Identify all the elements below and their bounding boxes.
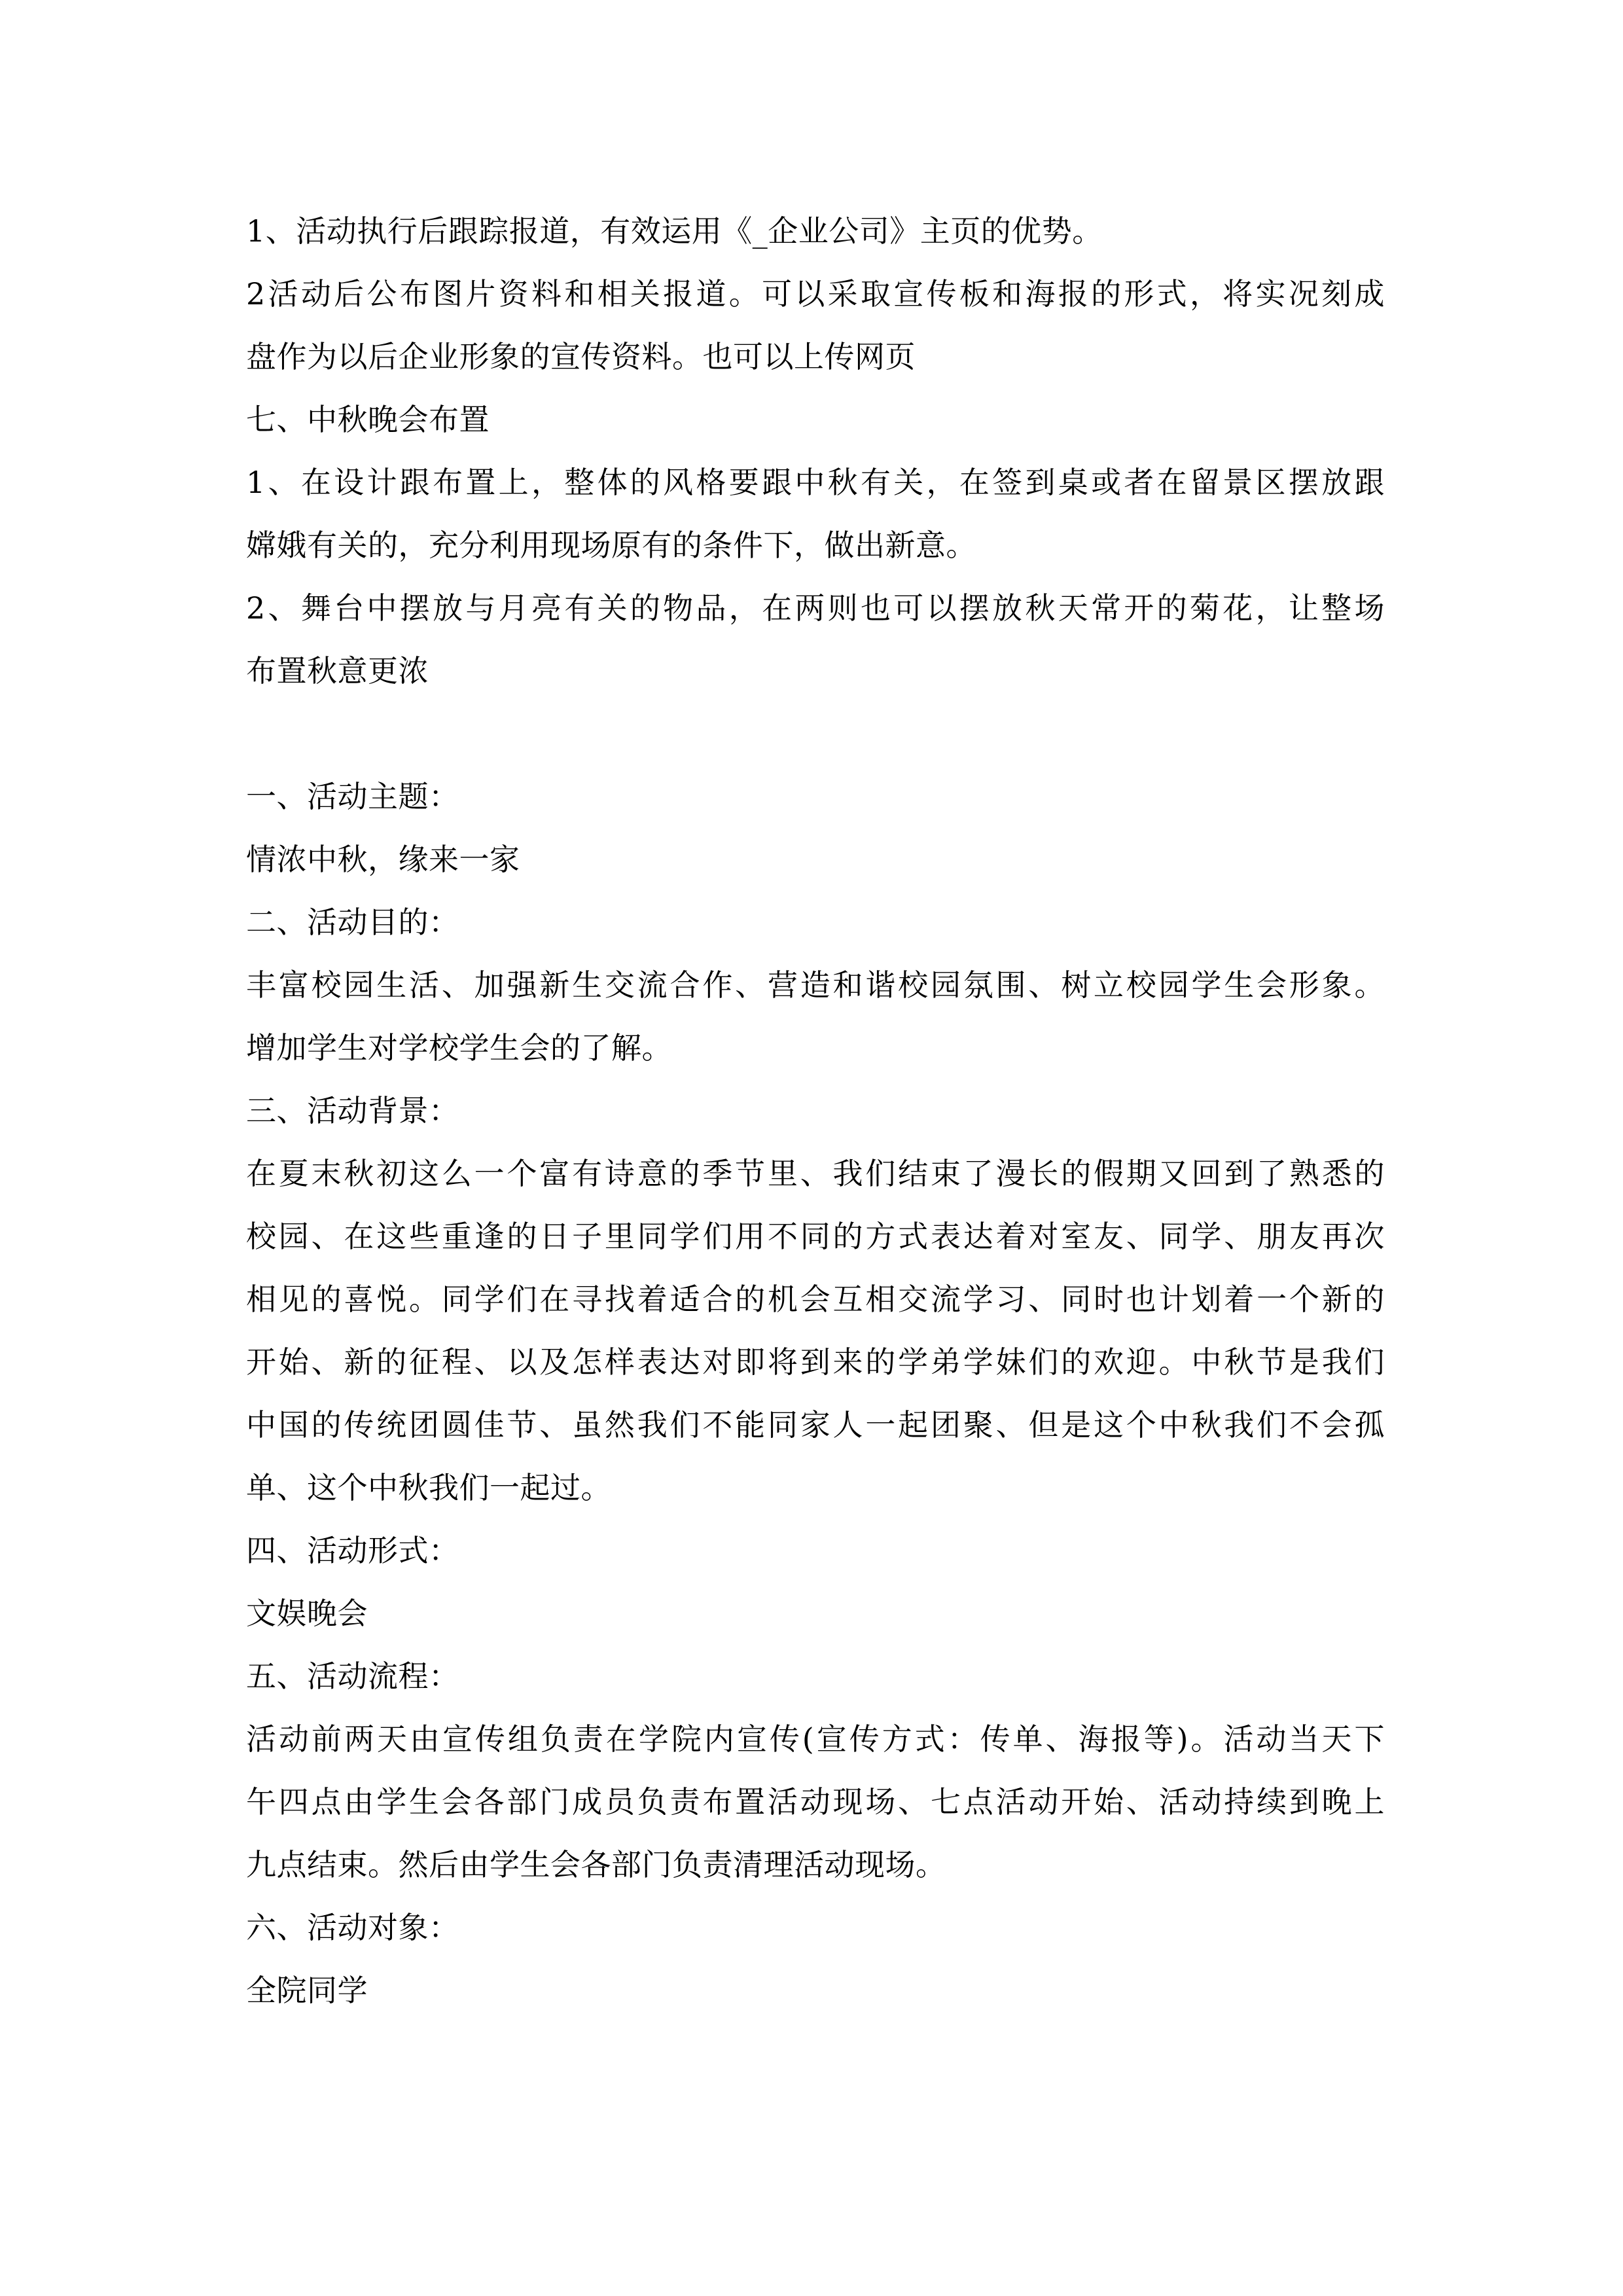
section-spacer xyxy=(246,702,1385,765)
text-activity-audience: 全院同学 xyxy=(246,1973,368,2008)
text-activity-flow-line-2: 午四点由学生会各部门成员负责布置活动现场、七点活动开始、活动持续到晚上 xyxy=(246,1784,1385,1820)
heading-activity-flow: 五、活动流程： xyxy=(246,1659,459,1694)
heading-activity-form: 四、活动形式： xyxy=(246,1533,459,1568)
paragraph-publish-materials-line-1: 2活动后公布图片资料和相关报道。可以采取宣传板和海报的形式，将实况刻成 xyxy=(246,276,1385,312)
paragraph-stage-decor-line-2: 布置秋意更浓 xyxy=(246,653,429,689)
paragraph-design-layout-line-1: 1、在设计跟布置上，整体的风格要跟中秋有关，在签到桌或者在留景区摆放跟 xyxy=(246,465,1385,500)
text-activity-purpose-line-2: 增加学生对学校学生会的了解。 xyxy=(246,1030,672,1066)
heading-activity-purpose: 二、活动目的： xyxy=(246,905,459,940)
paragraph-stage-decor-line-1: 2、舞台中摆放与月亮有关的物品，在两则也可以摆放秋天常开的菊花，让整场 xyxy=(246,590,1385,626)
heading-activity-audience: 六、活动对象： xyxy=(246,1910,459,1945)
text-activity-background-line-4: 开始、新的征程、以及怎样表达对即将到来的学弟学妹们的欢迎。中秋节是我们 xyxy=(246,1344,1385,1380)
paragraph-followup-report: 1、活动执行后跟踪报道，有效运用《_企业公司》主页的优势。 xyxy=(246,213,1103,249)
document-body xyxy=(246,200,1385,2022)
paragraph-design-layout-line-2: 嫦娥有关的，充分利用现场原有的条件下，做出新意。 xyxy=(246,528,976,563)
text-activity-form: 文娱晚会 xyxy=(246,1596,368,1631)
paragraph-publish-materials-line-2: 盘作为以后企业形象的宣传资料。也可以上传网页 xyxy=(246,339,916,374)
text-activity-background-line-2: 校园、在这些重逢的日子里同学们用不同的方式表达着对室友、同学、朋友再次 xyxy=(246,1219,1385,1254)
text-activity-background-line-6: 单、这个中秋我们一起过。 xyxy=(246,1470,611,1505)
text-activity-background-line-1: 在夏末秋初这么一个富有诗意的季节里、我们结束了漫长的假期又回到了熟悉的 xyxy=(246,1156,1385,1191)
text-activity-flow-line-1: 活动前两天由宣传组负责在学院内宣传(宣传方式：传单、海报等)。活动当天下 xyxy=(246,1721,1385,1757)
heading-activity-background: 三、活动背景： xyxy=(246,1093,459,1128)
heading-mid-autumn-layout: 七、中秋晚会布置 xyxy=(246,402,490,437)
text-activity-purpose-line-1: 丰富校园生活、加强新生交流合作、营造和谐校园氛围、树立校园学生会形象。 xyxy=(246,967,1385,1003)
heading-activity-theme: 一、活动主题： xyxy=(246,779,459,814)
text-activity-flow-line-3: 九点结束。然后由学生会各部门负责清理活动现场。 xyxy=(246,1847,946,1882)
text-activity-background-line-5: 中国的传统团圆佳节、虽然我们不能同家人一起团聚、但是这个中秋我们不会孤 xyxy=(246,1407,1385,1443)
text-activity-background-line-3: 相见的喜悦。同学们在寻找着适合的机会互相交流学习、同时也计划着一个新的 xyxy=(246,1282,1385,1317)
text-activity-theme: 情浓中秋，缘来一家 xyxy=(246,842,520,877)
